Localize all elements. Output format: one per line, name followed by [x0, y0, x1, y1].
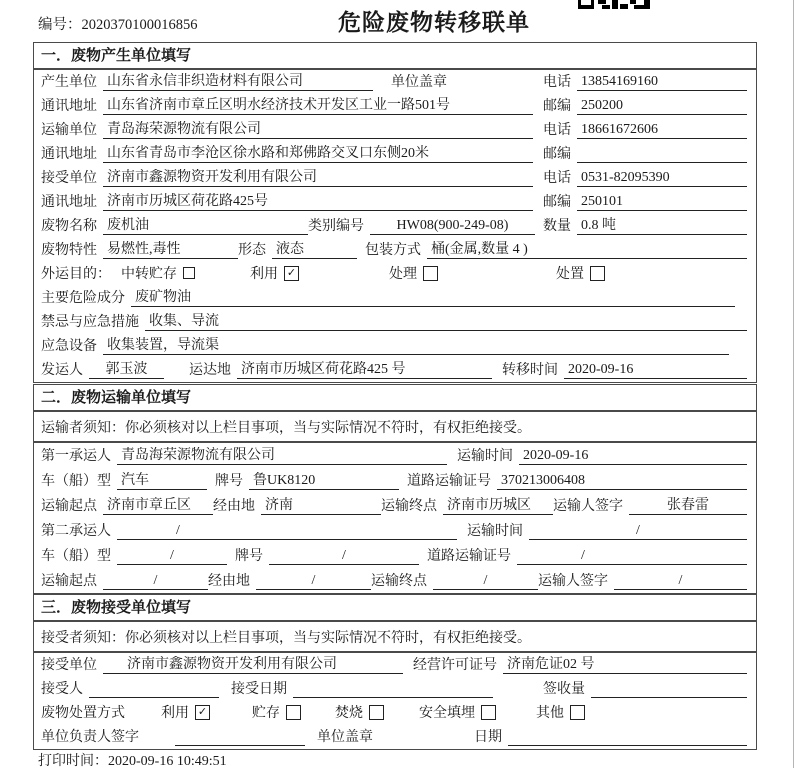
row-hazard-components	[34, 286, 756, 310]
waste-name-value: 废机油	[103, 217, 308, 235]
disposal-incinerate-label: 焚烧	[335, 706, 363, 721]
terminus1-value: 济南市历城区	[443, 497, 553, 515]
responsible-signature-value	[175, 728, 305, 746]
origin1-label: 运输起点	[41, 499, 97, 514]
row-emergency-measures	[34, 310, 756, 334]
checkbox-disposal-landfill-icon	[481, 705, 496, 720]
checkbox-disposal-utilize-icon: ✓	[195, 705, 210, 720]
row-vehicle2	[34, 543, 756, 568]
receiver-phone-value: 0531-82095390	[577, 169, 747, 187]
producer-phone-value: 13854169160	[577, 73, 747, 91]
origin2-label: 运输起点	[41, 574, 97, 589]
destination-label: 运达地	[189, 363, 231, 378]
disposal-landfill-label: 安全填埋	[419, 706, 475, 721]
receiver-unit-value: 济南市鑫源物资开发利用有限公司	[103, 169, 533, 187]
second-carrier-value: /	[117, 522, 457, 540]
transport-time2-label: 运输时间	[467, 524, 523, 539]
signature1-value: 张春雷	[629, 497, 747, 515]
seal-date-label: 日期	[474, 730, 502, 745]
producer-phone-label: 电话	[543, 75, 571, 90]
signature1-label: 运输人签字	[553, 499, 623, 514]
row-second-carrier	[34, 518, 756, 543]
row-receiver-address	[34, 190, 756, 214]
section-receiver	[33, 594, 757, 750]
serial-number	[38, 13, 198, 34]
purpose-option-utilize	[250, 263, 299, 283]
receiver-address-value: 济南市历城区荷花路425号	[103, 193, 533, 211]
row-acceptor	[34, 677, 756, 701]
road-permit2-label: 道路运输证号	[427, 549, 511, 564]
page-edge-line	[793, 0, 794, 768]
row-disposal-method	[34, 701, 756, 725]
plate2-label: 牌号	[235, 549, 263, 564]
transport-unit-label: 运输单位	[41, 123, 97, 138]
receiver-zip-label: 邮编	[543, 195, 571, 210]
purpose-option-treat	[389, 263, 438, 283]
disposal-method-label: 废物处置方式	[41, 706, 125, 721]
section-producer	[33, 42, 757, 383]
row-vehicle1	[34, 468, 756, 493]
transport-phone-value: 18661672606	[577, 121, 747, 139]
shipper-value: 郭玉波	[89, 361, 164, 379]
waste-qty-label: 数量	[543, 219, 571, 234]
checkbox-disposal-other-icon	[570, 705, 585, 720]
terminus2-value: /	[433, 572, 538, 590]
plate1-label: 牌号	[215, 474, 243, 489]
first-carrier-label: 第一承运人	[41, 449, 111, 464]
row-transfer-purpose	[34, 262, 756, 286]
transport-address-label: 通讯地址	[41, 147, 97, 162]
first-carrier-value: 青岛海荣源物流有限公司	[117, 447, 447, 465]
purpose-treat-label: 处理	[389, 267, 417, 282]
checkbox-utilize-icon: ✓	[284, 266, 299, 281]
checkbox-disposal-store-icon	[286, 705, 301, 720]
transport-zip-label: 邮编	[543, 147, 571, 162]
road-permit2-value: /	[517, 547, 747, 565]
accept-date-value	[293, 680, 493, 698]
row-accept-unit	[34, 653, 756, 677]
disposal-option-landfill	[419, 702, 496, 722]
print-time-label: 打印时间：	[38, 754, 108, 769]
row-transport-address	[34, 142, 756, 166]
plate1-value: 鲁UK8120	[249, 472, 399, 490]
hazard-components-value: 废矿物油	[131, 289, 735, 307]
row-waste-name	[34, 214, 756, 238]
producer-zip-value: 250200	[577, 97, 747, 115]
disposal-utilize-label: 利用	[161, 706, 189, 721]
transport-time1-value: 2020-09-16	[519, 447, 747, 465]
unit-seal-label: 单位盖章	[391, 75, 447, 90]
checkbox-disposal-incinerate-icon	[369, 705, 384, 720]
emergency-equipment-label: 应急设备	[41, 339, 97, 354]
row-producer-address	[34, 94, 756, 118]
receiver-notice	[34, 622, 756, 653]
accept-unit-value: 济南市鑫源物资开发利用有限公司	[103, 656, 403, 674]
waste-traits-label: 废物特性	[41, 243, 97, 258]
waste-category-label: 类别编号	[308, 219, 364, 234]
accept-date-label: 接受日期	[231, 682, 287, 697]
emergency-equipment-value: 收集装置，导流渠	[103, 337, 729, 355]
vehicle2-type-label: 车（船）型	[41, 549, 111, 564]
disposal-store-label: 贮存	[252, 706, 280, 721]
plate2-value: /	[269, 547, 419, 565]
hazard-components-label: 主要危险成分	[41, 291, 125, 306]
producer-address-value: 山东省济南市章丘区明水经济技术开发区工业一路501号	[103, 97, 533, 115]
serial-value: 2020370100016856	[81, 17, 198, 33]
waste-name-label: 废物名称	[41, 219, 97, 234]
row-route1	[34, 493, 756, 518]
purpose-option-storage	[121, 263, 195, 283]
transport-address-value: 山东省青岛市李沧区徐水路和郑佛路交叉口东侧20米	[103, 145, 533, 163]
waste-form-value: 液态	[272, 241, 357, 259]
row-first-carrier	[34, 443, 756, 468]
section-receiver-title: 三．废物接受单位填写	[34, 595, 756, 622]
license-value: 济南危证02 号	[503, 656, 747, 674]
transfer-time-label: 转移时间	[502, 363, 558, 378]
received-qty-label: 签收量	[543, 682, 585, 697]
row-producer-unit	[34, 70, 756, 94]
waste-traits-value: 易燃性,毒性	[103, 241, 238, 259]
disposal-option-other	[536, 702, 585, 722]
accept-unit-label: 接受单位	[41, 658, 97, 673]
row-route2	[34, 568, 756, 593]
producer-zip-label: 邮编	[543, 99, 571, 114]
transport-unit-value: 青岛海荣源物流有限公司	[103, 121, 533, 139]
signature2-value: /	[614, 572, 747, 590]
purpose-dispose-label: 处置	[556, 267, 584, 282]
emergency-measures-label: 禁忌与应急措施	[41, 315, 139, 330]
section-transporter-title: 二．废物运输单位填写	[34, 385, 756, 412]
signature2-label: 运输人签字	[538, 574, 608, 589]
section-transporter	[33, 384, 757, 594]
shipper-label: 发运人	[41, 363, 83, 378]
qr-code-fragment	[578, 0, 650, 9]
print-time-value: 2020-09-16 10:49:51	[108, 754, 227, 769]
license-label: 经营许可证号	[413, 658, 497, 673]
transport-time1-label: 运输时间	[457, 449, 513, 464]
via1-label: 经由地	[213, 499, 255, 514]
row-receiver-unit	[34, 166, 756, 190]
transport-zip-value	[577, 145, 747, 163]
checkbox-treat-icon	[423, 266, 438, 281]
waste-category-value: HW08(900-249-08)	[370, 217, 535, 235]
checkbox-dispose-icon	[590, 266, 605, 281]
producer-unit-value: 山东省永信非织造材料有限公司	[103, 73, 373, 91]
print-time	[38, 750, 227, 770]
receiver-address-label: 通讯地址	[41, 195, 97, 210]
acceptor-label: 接受人	[41, 682, 83, 697]
via2-value: /	[256, 572, 371, 590]
transport-phone-label: 电话	[543, 123, 571, 138]
row-transport-unit	[34, 118, 756, 142]
seal-date-value	[508, 728, 747, 746]
terminus1-label: 运输终点	[381, 499, 437, 514]
packaging-label: 包装方式	[365, 243, 421, 258]
vehicle1-type-value: 汽车	[117, 472, 207, 490]
producer-unit-label: 产生单位	[41, 75, 97, 90]
received-qty-value	[591, 680, 747, 698]
vehicle1-type-label: 车（船）型	[41, 474, 111, 489]
receiver-unit-label: 接受单位	[41, 171, 97, 186]
disposal-other-label: 其他	[536, 706, 564, 721]
page-title: 危险废物转移联单	[338, 9, 530, 35]
purpose-storage-label: 中转贮存	[121, 267, 177, 282]
disposal-option-utilize	[161, 702, 210, 722]
serial-label: 编号：	[38, 17, 82, 33]
transporter-notice-label: 运输者须知：	[41, 420, 125, 436]
purpose-option-dispose	[556, 263, 605, 283]
road-permit1-label: 道路运输证号	[407, 474, 491, 489]
packaging-value: 桶(金属,数量 4 )	[427, 241, 747, 259]
acceptor-value	[89, 680, 219, 698]
producer-address-label: 通讯地址	[41, 99, 97, 114]
transfer-time-value: 2020-09-16	[564, 361, 747, 379]
emergency-measures-value: 收集、导流	[145, 313, 747, 331]
receiver-phone-label: 电话	[543, 171, 571, 186]
transfer-purpose-label: 外运目的：	[41, 267, 111, 282]
via2-label: 经由地	[208, 574, 250, 589]
second-carrier-label: 第二承运人	[41, 524, 111, 539]
section-producer-title: 一．废物产生单位填写	[34, 43, 756, 70]
transporter-notice	[34, 412, 756, 443]
row-waste-traits	[34, 238, 756, 262]
road-permit1-value: 370213006408	[497, 472, 747, 490]
receiver-zip-value: 250101	[577, 193, 747, 211]
checkbox-storage-icon	[183, 267, 195, 279]
receiver-notice-label: 接受者须知：	[41, 630, 125, 646]
vehicle2-type-value: /	[117, 547, 227, 565]
unit-seal2-label: 单位盖章	[317, 730, 373, 745]
origin1-value: 济南市章丘区	[103, 497, 213, 515]
transporter-notice-text: 你必须核对以上栏目事项，当与实际情况不符时，有权拒绝接受。	[125, 420, 531, 436]
destination-value: 济南市历城区荷花路425 号	[237, 361, 492, 379]
purpose-utilize-label: 利用	[250, 267, 278, 282]
via1-value: 济南	[261, 497, 381, 515]
waste-form-label: 形态	[238, 243, 266, 258]
origin2-value: /	[103, 572, 208, 590]
waste-qty-value: 0.8 吨	[577, 217, 747, 235]
receiver-notice-text: 你必须核对以上栏目事项，当与实际情况不符时，有权拒绝接受。	[125, 630, 531, 646]
transport-time2-value: /	[529, 522, 747, 540]
row-dispatch	[34, 358, 756, 382]
responsible-signature-label: 单位负责人签字	[41, 730, 139, 745]
terminus2-label: 运输终点	[371, 574, 427, 589]
disposal-option-incinerate	[335, 702, 384, 722]
row-responsible-signature	[34, 725, 756, 749]
disposal-option-store	[252, 702, 301, 722]
row-emergency-equipment	[34, 334, 756, 358]
